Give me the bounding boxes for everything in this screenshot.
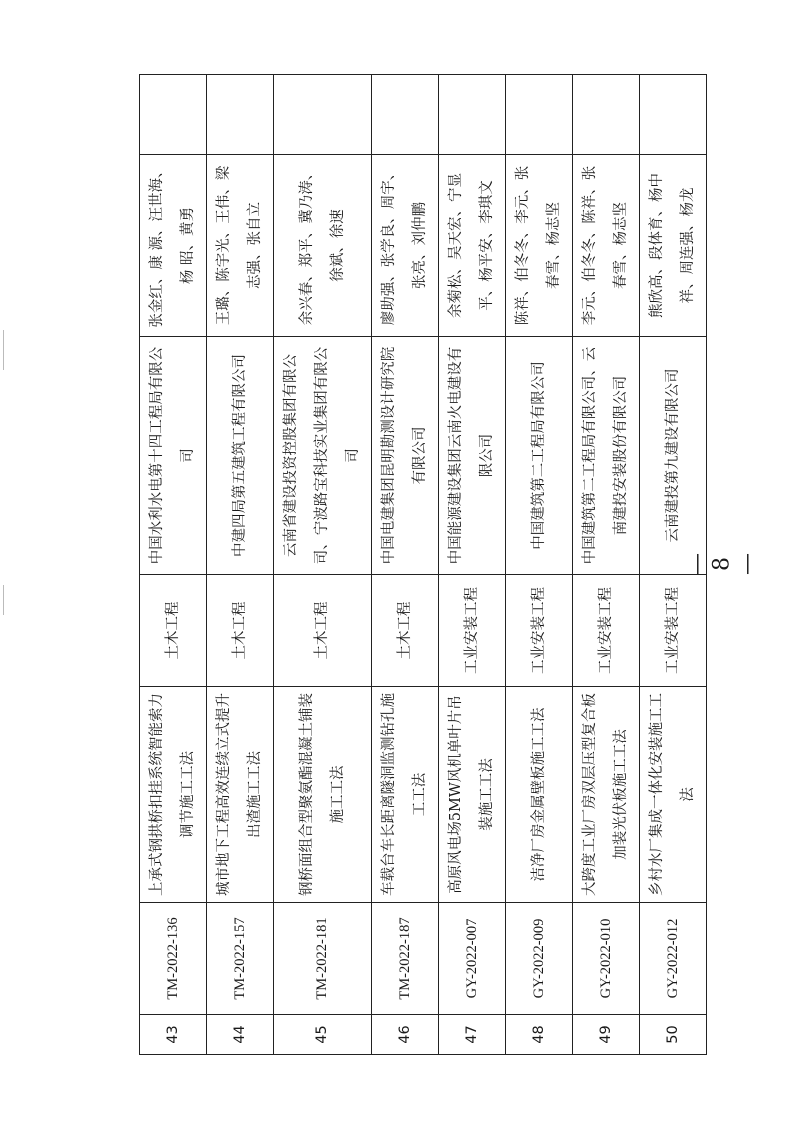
people-cell: 王璐、陈宇光、王伟、梁志强、张自立: [207, 155, 274, 337]
people-cell: 余菊松、吴天宏、宁显平、杨平安、李琪文: [439, 155, 506, 337]
award-table: [139, 74, 707, 1055]
empty-cell: [506, 75, 573, 155]
category-cell: 工业安装工程: [506, 575, 573, 687]
company-cell: 中建四局第五建筑工程有限公司: [207, 337, 274, 575]
empty-cell: [207, 75, 274, 155]
method-code-cell: GY-2022-007: [439, 903, 506, 1015]
row-number-cell: 46: [372, 1015, 439, 1055]
row-number-cell: 49: [573, 1015, 640, 1055]
table-row: [140, 75, 207, 1055]
people-cell: 李元、伯冬冬、陈祥、张春雪、杨志坚: [573, 155, 640, 337]
empty-cell: [372, 75, 439, 155]
row-number-cell: 47: [439, 1015, 506, 1055]
category-cell: 土木工程: [274, 575, 372, 687]
method-name-cell: 车载台车长距离隧洞监测钻孔施工工法: [372, 687, 439, 903]
empty-cell: [140, 75, 207, 155]
table-row: [439, 75, 506, 1055]
method-code-cell: GY-2022-009: [506, 903, 573, 1015]
row-number-cell: 45: [274, 1015, 372, 1055]
company-cell: 中国建筑第二工程局有限公司: [506, 337, 573, 575]
category-cell: 工业安装工程: [439, 575, 506, 687]
table-row: [207, 75, 274, 1055]
empty-cell: [640, 75, 707, 155]
method-code-cell: GY-2022-010: [573, 903, 640, 1015]
table-body: [140, 75, 707, 1055]
company-cell: 中国水利水电第十四工程局有限公司: [140, 337, 207, 575]
method-code-cell: TM-2022-181: [274, 903, 372, 1015]
empty-cell: [439, 75, 506, 155]
company-cell: 云南省建设投资控股集团有限公司、宁波路宝科技实业集团有限公司: [274, 337, 372, 575]
table-row: [506, 75, 573, 1055]
page-number: — 8 —: [684, 550, 760, 575]
rotated-table-container: [139, 75, 696, 1055]
table-row: [372, 75, 439, 1055]
method-code-cell: TM-2022-187: [372, 903, 439, 1015]
company-cell: 中国能源建设集团云南火电建设有限公司: [439, 337, 506, 575]
empty-cell: [274, 75, 372, 155]
company-cell: 中国电建集团昆明勘测设计研究院有限公司: [372, 337, 439, 575]
row-number-cell: 43: [140, 1015, 207, 1055]
method-code-cell: GY-2022-012: [640, 903, 707, 1015]
category-cell: 工业安装工程: [573, 575, 640, 687]
row-number-cell: 44: [207, 1015, 274, 1055]
method-name-cell: 洁净厂房金属壁板施工工法: [506, 687, 573, 903]
people-cell: 余兴春、郑平、冀乃涛、徐斌、徐速: [274, 155, 372, 337]
method-name-cell: 高原风电场5MW风机单叶片吊装施工工法: [439, 687, 506, 903]
row-number-cell: 48: [506, 1015, 573, 1055]
company-cell: 中国建筑第二工程局有限公司、云南建投安装股份有限公司: [573, 337, 640, 575]
empty-cell: [573, 75, 640, 155]
category-cell: 工业安装工程: [640, 575, 707, 687]
people-cell: 廖助强、张学良、周宇、张亮、刘仲鹏: [372, 155, 439, 337]
method-name-cell: 城市地下工程高效连续立式提升出渣施工工法: [207, 687, 274, 903]
method-name-cell: 上承式钢拱桥扣挂系统智能索力调节施工工法: [140, 687, 207, 903]
company-cell: 云南建投第九建设有限公司: [640, 337, 707, 575]
table-row: [573, 75, 640, 1055]
method-name-cell: 乡村水厂集成一体化安装施工工法: [640, 687, 707, 903]
category-cell: 土木工程: [140, 575, 207, 687]
method-name-cell: 大跨度工业厂房双层压型复合板加装光伏板施工工法: [573, 687, 640, 903]
table-row: [274, 75, 372, 1055]
binding-mark-bottom: [3, 585, 4, 615]
people-cell: 张金红、康 源、汪世海、杨 昭、黄勇: [140, 155, 207, 337]
method-code-cell: TM-2022-157: [207, 903, 274, 1015]
people-cell: 熊欣高、段体育、杨中祥、周连强、杨龙: [640, 155, 707, 337]
binding-mark-top: [3, 330, 4, 370]
method-name-cell: 钢桥面组合型聚氨酯混凝土铺装施工工法: [274, 687, 372, 903]
category-cell: 土木工程: [372, 575, 439, 687]
row-number-cell: 50: [640, 1015, 707, 1055]
people-cell: 陈祥、伯冬冬、李元、张春雪、杨志坚: [506, 155, 573, 337]
method-code-cell: TM-2022-136: [140, 903, 207, 1015]
category-cell: 土木工程: [207, 575, 274, 687]
